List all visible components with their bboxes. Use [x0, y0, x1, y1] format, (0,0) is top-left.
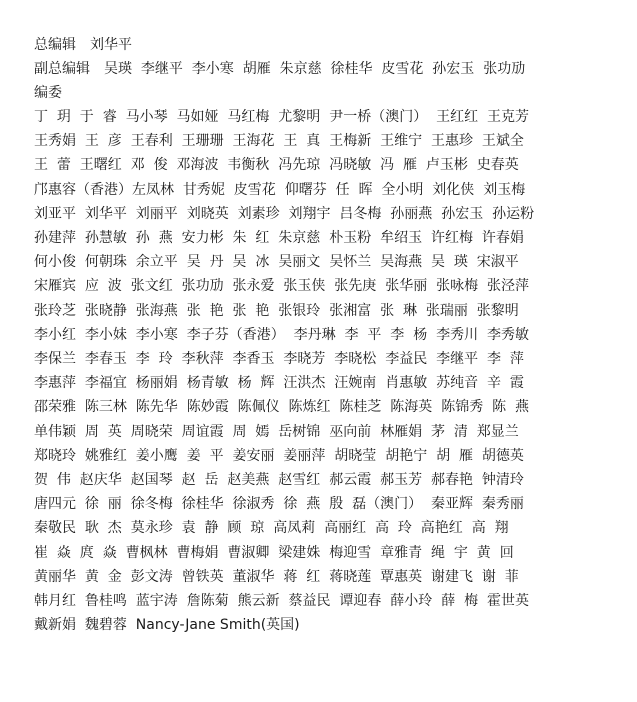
committee-line: 丁 玥 于 睿 马小琴 马如娅 马红梅 尤黎明 尹一桥（澳门） 王红红 王克芳	[34, 109, 530, 125]
deputy-editors-label: 副总编辑	[34, 61, 90, 77]
committee-line: 邵荣雅 陈三林 陈先华 陈妙霞 陈佩仪 陈炼红 陈桂芝 陈海英 陈锦秀 陈 燕	[34, 399, 530, 416]
committee-line: 王 蕾 王曙红 邓 俊 邓海波 韦衡秋 冯先琼 冯晓敏 冯 雁 卢玉彬 史春英	[34, 157, 519, 174]
committee-line: 张玲芝 张晓静 张海燕 张 艳 张 艳 张银玲 张湘富 张 琳 张瑞丽 张黎明	[34, 302, 519, 319]
committee-line: 李小红 李小妹 李小寒 李子芬（香港） 李丹琳 李 平 李 杨 李秀川 李秀敏	[34, 326, 530, 343]
committee-line: 何小俊 何朝珠 余立平 吴 丹 吴 冰 吴丽文 吴怀兰 吴海燕 吴 瑛 宋淑平	[34, 254, 519, 271]
committee-line: 李保兰 李春玉 李 玲 李秋萍 李香玉 李晓芳 李晓松 李益民 李继平 李 萍	[34, 351, 524, 367]
committee-line: 秦敬民 耿 杰 莫永珍 袁 静 顾 琼 高凤莉 高丽红 高 玲 高艳红 高 翔	[34, 520, 509, 537]
committee-line: 贺 伟 赵庆华 赵国琴 赵 岳 赵美燕 赵雪红 郝云霞 郝玉芳 郝春艳 钟清玲	[34, 472, 524, 488]
committee-line: 单伟颖 周 英 周晓荣 周谊霞 周 嫣 岳树锦 巫向前 林雁娟 茅 清 郑显兰	[34, 423, 519, 440]
committee-line: 宋雁宾 应 波 张文红 张功劢 张永爱 张玉侠 张先庚 张华丽 张咏梅 张泾萍	[34, 278, 530, 295]
committee-line: 韩月红 鲁桂鸣 蓝宇涛 詹陈菊 熊云新 蔡益民 谭迎春 薛小玲 薛 梅 霍世英	[34, 593, 530, 609]
committee-line: 刘亚平 刘华平 刘丽平 刘晓英 刘素珍 刘翔宇 吕冬梅 孙丽燕 孙宏玉 孙运粉	[34, 205, 535, 222]
editor-in-chief-label: 总编辑	[34, 37, 76, 53]
committee-line: 孙建萍 孙慧敏 孙 燕 安力彬 朱 红 朱京慈 朴玉粉 牟绍玉 许红梅 许春娟	[34, 230, 524, 246]
committee-line: 唐四元 徐 丽 徐冬梅 徐桂华 徐淑秀 徐 燕 殷 磊（澳门） 秦亚辉 秦秀丽	[34, 496, 524, 513]
committee-line: 黄丽华 黄 金 彭文涛 曾铁英 董淑华 蒋 红 蒋晓莲 覃惠英 谢建飞 谢 菲	[34, 568, 519, 585]
committee-line: 邝惠容（香港）左凤林 甘秀妮 皮雪花 仰曙芬 任 晖 全小明 刘化侠 刘玉梅	[34, 181, 526, 198]
editor-in-chief-name: 刘华平	[90, 37, 132, 53]
committee-line: 李惠萍 李福宜 杨丽娟 杨青敏 杨 辉 汪洪杰 汪婉南 肖惠敏 苏纯音 辛 霞	[34, 375, 524, 392]
deputy-editors-names: 吴瑛 李继平 李小寒 胡雁 朱京慈 徐桂华 皮雪花 孙宏玉 张功劢	[104, 61, 526, 77]
committee-line: 郑晓玲 姚雅红 姜小鹰 姜 平 姜安丽 姜丽萍 胡晓莹 胡艳宁 胡 雁 胡德英	[34, 447, 524, 464]
committee-label: 编委	[34, 85, 62, 101]
editor-in-chief-line	[34, 33, 132, 57]
committee-line: 戴新娟 魏碧蓉 Nancy-Jane Smith(英国)	[34, 617, 300, 634]
deputy-editors-line	[34, 57, 525, 81]
committee-line: 王秀娟 王 彦 王春利 王珊珊 王海花 王 真 王梅新 王维宁 王惠珍 王斌全	[34, 133, 524, 150]
committee-line: 崔 焱 庹 焱 曹枫林 曹梅娟 曹淑卿 梁建姝 梅迎雪 章雅青 绳 宇 黄 回	[34, 544, 514, 561]
